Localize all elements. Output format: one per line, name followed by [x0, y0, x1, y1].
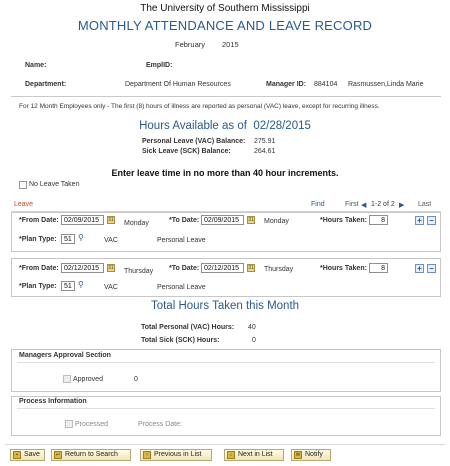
total-hours-title: Total Hours Taken this Month [150, 300, 300, 312]
vac-balance-value: 275.91 [254, 138, 276, 145]
previous-in-list-label: Previous in List [154, 451, 202, 458]
last-link[interactable]: Last [418, 201, 432, 208]
notify-icon: ✉ [295, 452, 301, 458]
divider [17, 408, 435, 409]
plan-description: Personal Leave [157, 237, 206, 244]
plan-type-label: *Plan Type: [19, 283, 57, 290]
processed-checkbox [65, 420, 73, 428]
plan-description: Personal Leave [157, 284, 206, 291]
hours-taken-input[interactable] [369, 215, 388, 225]
next-arrow-icon[interactable]: ▶ [399, 202, 405, 209]
add-row-icon[interactable]: + [415, 216, 424, 225]
to-date-label: *To Date: [169, 265, 200, 272]
hours-available-prefix: Hours Available as of [139, 120, 247, 132]
previous-in-list-button[interactable] [140, 449, 212, 461]
period-month: February [175, 40, 206, 49]
hours-taken-label: *Hours Taken: [320, 217, 367, 224]
save-button-label: Save [24, 451, 40, 458]
processed-label: Processed [75, 421, 109, 428]
previous-icon: ↑ [143, 451, 151, 459]
university-name: The University of Southern Mississippi [140, 3, 310, 14]
delete-row-icon[interactable]: − [427, 216, 436, 225]
manager-id-value: 884104 [314, 81, 338, 88]
delete-row-icon[interactable]: − [427, 264, 436, 273]
hours-taken-label: *Hours Taken: [320, 265, 367, 272]
department-value: Department Of Human Resources [125, 81, 231, 88]
from-date-label: *From Date: [19, 265, 59, 272]
total-vac-value: 40 [248, 324, 256, 331]
managers-approval-title: Managers Approval Section [19, 352, 111, 359]
to-day: Thursday [264, 266, 294, 273]
from-day: Thursday [124, 268, 154, 275]
next-in-list-button[interactable] [224, 449, 284, 461]
calendar-icon[interactable]: 31 [108, 217, 114, 223]
calendar-icon[interactable]: 31 [108, 265, 114, 271]
hours-available-date: 02/28/2015 [253, 120, 311, 132]
notify-button[interactable] [291, 449, 331, 461]
plan-code: VAC [104, 284, 118, 291]
plan-type-input[interactable] [61, 234, 75, 244]
pager-count: 1-2 of 2 [371, 201, 395, 208]
lookup-icon[interactable]: ⚲ [78, 280, 84, 289]
total-sck-label: Total Sick (SCK) Hours: [141, 337, 220, 344]
prev-arrow-icon[interactable]: ◀ [361, 202, 367, 209]
hours-available-title [0, 120, 450, 132]
emplid-label: EmplID: [146, 62, 173, 69]
divider [5, 444, 445, 445]
leave-grid-title: Leave [14, 201, 34, 208]
department-label: Department: [25, 81, 67, 88]
approved-checkbox[interactable] [63, 375, 71, 383]
lookup-icon[interactable]: ⚲ [78, 233, 84, 242]
process-date-label: Process Date: [138, 421, 182, 428]
process-info-title: Process Information [19, 398, 87, 405]
return-to-search-button[interactable] [51, 449, 131, 461]
manager-id-label: Manager ID: [266, 81, 307, 88]
next-in-list-label: Next in List [238, 451, 273, 458]
from-day: Monday [124, 220, 149, 227]
first-link[interactable]: First [345, 201, 359, 208]
to-date-input[interactable] [201, 263, 244, 273]
return-to-search-label: Return to Search [65, 451, 118, 458]
total-vac-label: Total Personal (VAC) Hours: [141, 324, 235, 331]
no-leave-label: No Leave Taken [29, 181, 80, 188]
calendar-icon[interactable]: 31 [248, 217, 254, 223]
save-button[interactable] [10, 449, 45, 461]
illness-note: For 12 Month Employees only - The first (8) hours of illness are reported as personal (VAC) leave, except for recurring illness. [19, 103, 380, 110]
name-label: Name: [25, 62, 47, 69]
approved-value: 0 [134, 376, 138, 383]
approved-label: Approved [73, 376, 103, 383]
leave-instruction: Enter leave time in no more than 40 hour increments. [111, 168, 339, 178]
divider [11, 96, 441, 97]
plan-type-input[interactable] [61, 281, 75, 291]
to-day: Monday [264, 218, 289, 225]
vac-balance-label: Personal Leave (VAC) Balance: [142, 138, 246, 145]
find-link[interactable]: Find [311, 201, 325, 208]
plan-code: VAC [104, 237, 118, 244]
calendar-icon[interactable]: 31 [248, 265, 254, 271]
hours-taken-input[interactable] [369, 263, 388, 273]
return-icon: ↩ [55, 452, 61, 458]
sck-balance-label: Sick Leave (SCK) Balance: [142, 148, 231, 155]
add-row-icon[interactable]: + [415, 264, 424, 273]
sck-balance-value: 264.61 [254, 148, 276, 155]
plan-type-label: *Plan Type: [19, 236, 57, 243]
save-icon: ▪ [13, 451, 21, 459]
from-date-label: *From Date: [19, 217, 59, 224]
manager-name: Rasmussen,Linda Marie [348, 81, 424, 88]
no-leave-checkbox[interactable] [19, 181, 27, 189]
from-date-input[interactable] [61, 263, 104, 273]
period-year: 2015 [222, 40, 239, 49]
page-title: MONTHLY ATTENDANCE AND LEAVE RECORD [77, 18, 373, 33]
to-date-label: *To Date: [169, 217, 200, 224]
notify-label: Notify [305, 451, 323, 458]
total-sck-value: 0 [252, 337, 256, 344]
next-icon: ↓ [227, 451, 235, 459]
divider [17, 362, 435, 363]
from-date-input[interactable] [61, 215, 104, 225]
to-date-input[interactable] [201, 215, 244, 225]
